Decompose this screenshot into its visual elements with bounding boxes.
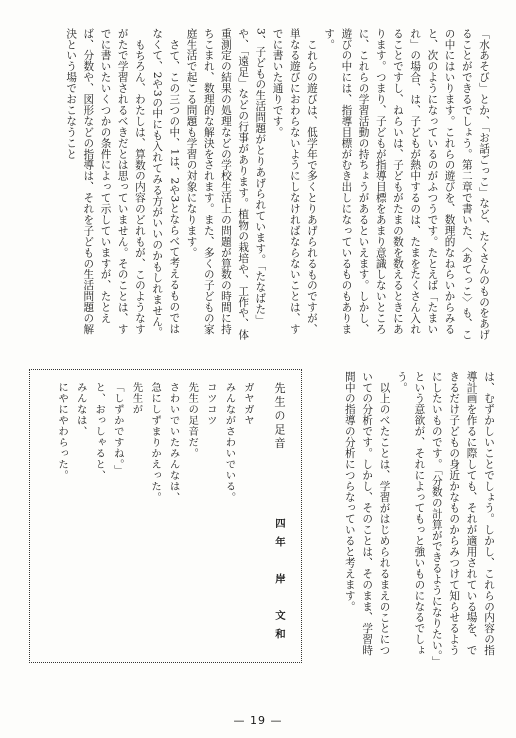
poem-line: コツコツ xyxy=(204,382,217,426)
poem-line: と、おっしゃると、 xyxy=(93,382,106,481)
poem-line: にやにやわらった。 xyxy=(56,382,69,481)
poem-line: ガヤガヤ xyxy=(242,382,254,426)
poem-line: さわいでいたみんなは、 xyxy=(167,382,180,503)
poem-line: みんながさわいでいる。 xyxy=(223,382,236,503)
poem-author: 四年 岸 文和 xyxy=(273,518,285,647)
paragraph: 「水あそび」とか、「お話ごっこ」など、たくさんのものをあげることができるでしょう。第二章で書いた、〈あてっこ〉も、この中にはいります。これらの遊びを、数理的なねらいからみると、次のようになっているのがふつうです。たとえば「たまいれ」の場合、は、子どもが熱中するのは、たまをたくさん入れることですし、ねらいは、子どもがたまの数を数えるときにあります。つまり、子どもが指導目標をあまり意識しないところに、これらの学習活動の持ちょうがあるといえます。しかし、遊びの中には、指導目標がむき出しになっているものもあります。 xyxy=(323,28,490,341)
poem-title: 先生の足音 xyxy=(273,382,286,451)
poem-line: 先生の足音だ。 xyxy=(186,382,199,459)
paragraph: さて、この三つの中、1は、2や3とならべて考えるものではなくて、2や3の中にも入れてみる方がいいのかもしれません。 xyxy=(151,28,181,338)
lower-body-text xyxy=(312,371,497,665)
paragraph: もちろん、わたしは、算数の内容のどれもが、このようなすがたで学習されるべきだとは思っていません。そのことは、すでに書いたいくつかの条件によって示していますが、たとえば、分数や、図形などの指導は、それを子どもの生活問題の解決という場でおこなうこと xyxy=(65,28,146,335)
poem-line: みんなは、 xyxy=(74,382,87,437)
upper-body-text xyxy=(30,28,492,343)
poem-line: 「しずかですね。」 xyxy=(111,382,124,476)
page-number: — 19 — xyxy=(233,714,283,727)
paragraph: 以上のべたことは、学習がはじめられるまえのことについての分析です。しかし、そのことは、そのまま、学習時間中の指導の分析につらなっていると考えます。 xyxy=(343,371,391,656)
poem-line: 先生が xyxy=(130,382,143,415)
paragraph: は、むずかしいことでしょう。しかし、これらの内容の指導計画を作るに際しても、それが適用されている場を、できるだけ子どもの身近かなものからみつけて知らせるようにしたいものです。「分数の計算ができるようになりたい。」という意欲が、それによってもっと強いものになるでしょう。 xyxy=(395,371,495,662)
paragraph: これらの遊びは、低学年で多くとりあげられるものですが、単なる遊びにおわらないようにしなければならないことは、すでに書いた通りです。 xyxy=(271,28,318,335)
poem-box xyxy=(29,369,302,663)
poem-line: 急にしずまりかえった。 xyxy=(149,382,162,503)
poem-lines xyxy=(52,382,257,642)
paragraph: 3、子どもの生活問題がとりあげられています。「たなばた」や、「遠足」などの行事があります。植物の栽培や、工作や、体重測定の結果の処理などの学校生活上の問題が算数の時間に持ちこまれ、数理的な解決をされます。また、多くの子どもの家庭生活で起こる問題も学習の対象になります。 xyxy=(185,28,267,341)
